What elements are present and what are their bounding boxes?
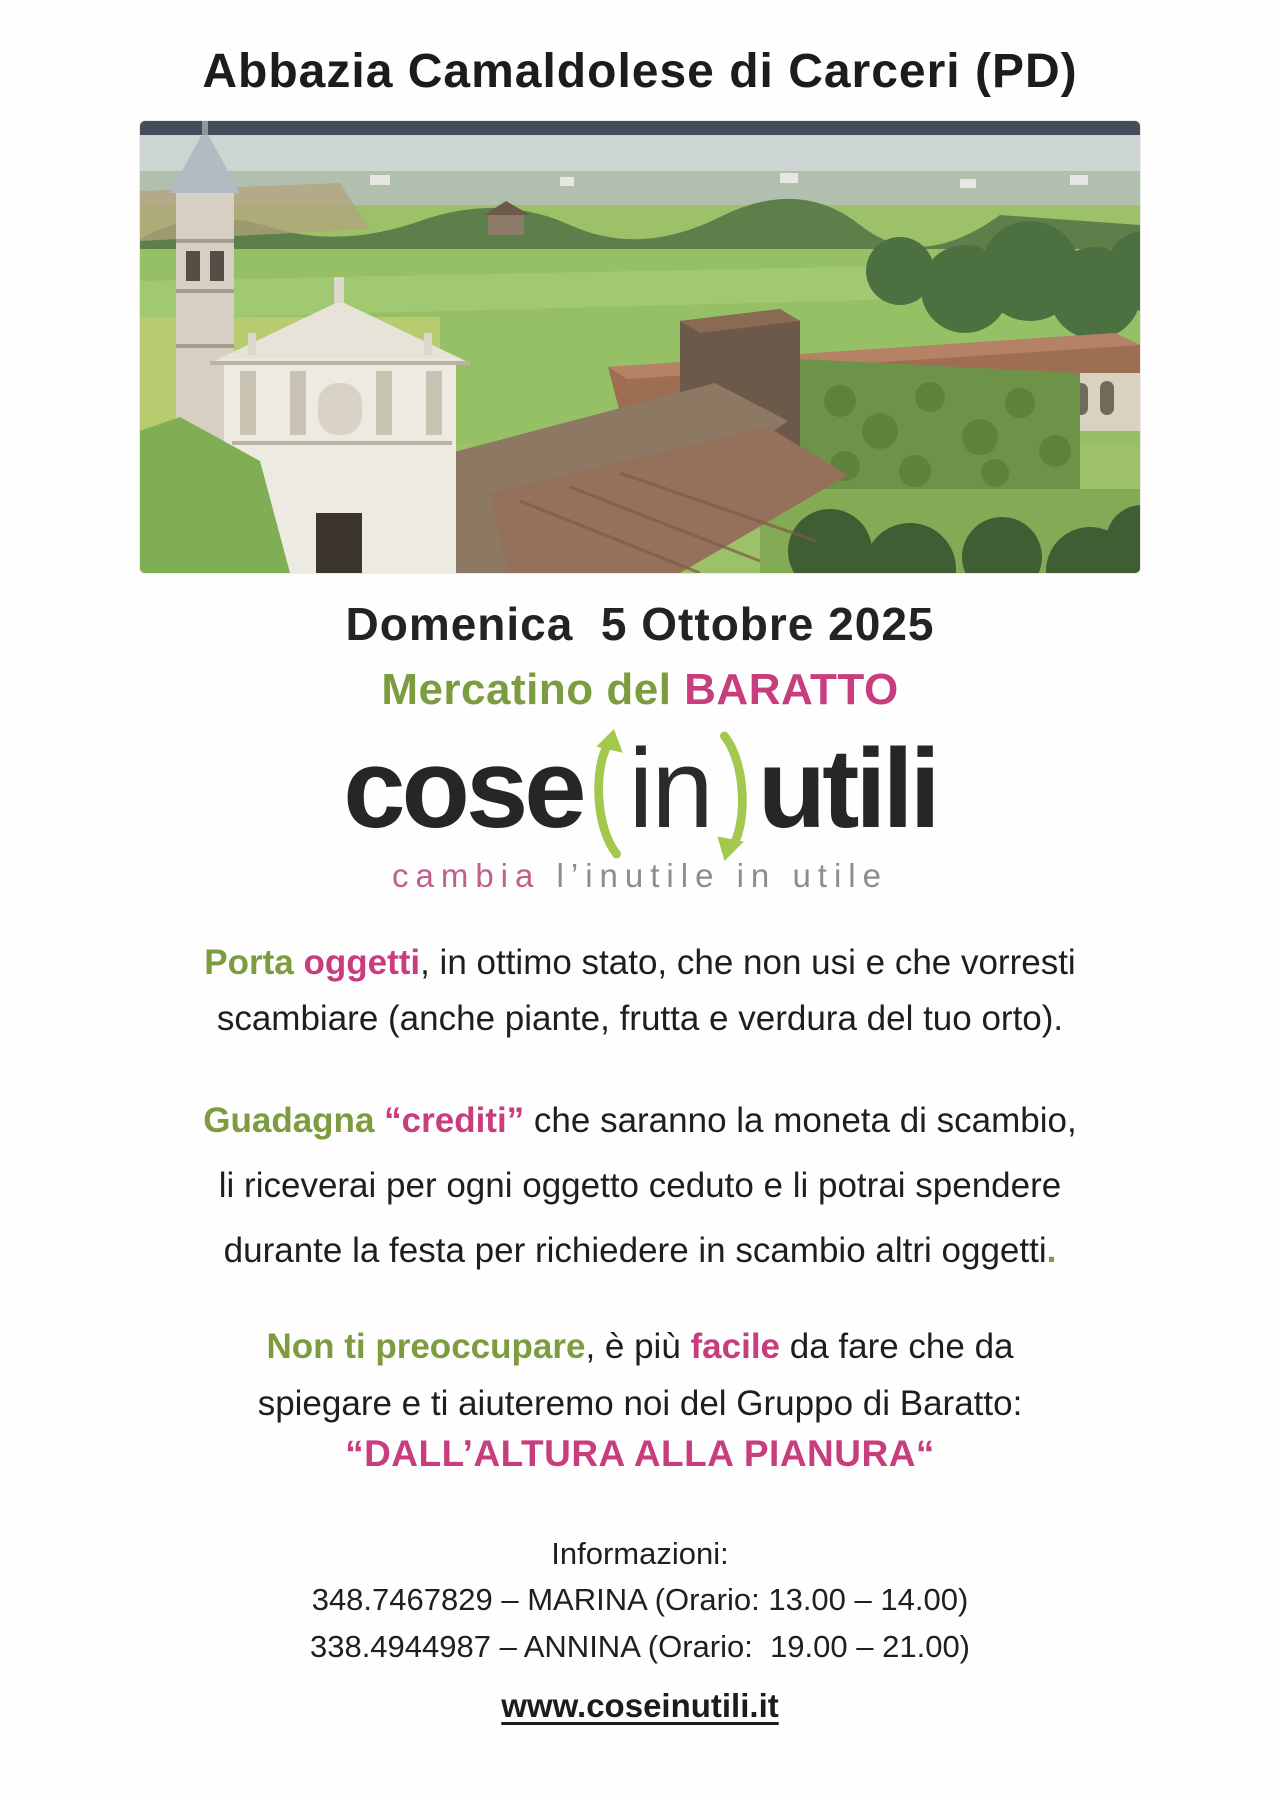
p2-lead-pink: “crediti” bbox=[384, 1101, 525, 1140]
p1-lead-green: Porta bbox=[204, 943, 304, 982]
logo-tagline bbox=[0, 857, 1280, 895]
paragraph-guadagna-crediti bbox=[90, 1089, 1190, 1283]
logo-text-in: in bbox=[628, 726, 712, 852]
logo-text-utili: utili bbox=[757, 726, 937, 852]
paragraph-non-ti-preoccupare bbox=[90, 1319, 1190, 1432]
p1-line2: scambiare (anche piante, frutta e verdura del tuo orto). bbox=[216, 999, 1064, 1038]
coseinutili-logo bbox=[0, 723, 1280, 855]
p2-green-period: . bbox=[1046, 1230, 1057, 1270]
p3-text2: da fare che da bbox=[780, 1327, 1014, 1367]
event-title bbox=[0, 665, 1280, 715]
event-date: Domenica 5 Ottobre 2025 bbox=[345, 598, 935, 650]
p1-lead-pink: oggetti bbox=[303, 943, 421, 982]
p3-facile-pink: facile bbox=[690, 1327, 781, 1367]
logo-text-cose: cose bbox=[343, 726, 583, 852]
group-slogan: “DALL’ALTURA ALLA PIANURA“ bbox=[345, 1432, 935, 1474]
p2-lead-green: Guadagna bbox=[203, 1101, 385, 1140]
page-title: Abbazia Camaldolese di Carceri (PD) bbox=[202, 45, 1078, 98]
p2-line3: durante la festa per richiedere in scambio altri oggetti bbox=[223, 1230, 1047, 1270]
abbey-photo-graphic bbox=[140, 121, 1140, 573]
p3-line2: spiegare e ti aiuteremo noi del Gruppo di Baratto: bbox=[257, 1383, 1023, 1423]
info-phone-marina: 348.7467829 – MARINA (Orario: 13.00 – 14.00) bbox=[311, 1582, 969, 1618]
info-phone-annina: 338.4944987 – ANNINA (Orario: 19.00 – 21.00) bbox=[309, 1629, 971, 1665]
p3-lead-green: Non ti preoccupare bbox=[266, 1327, 586, 1367]
event-title-green: Mercatino del bbox=[381, 665, 685, 714]
cycle-arrow-right-icon bbox=[715, 729, 755, 861]
paragraph-porta-oggetti bbox=[90, 935, 1190, 1047]
p3-text1: , è più bbox=[585, 1327, 691, 1367]
tagline-rest: l’inutile in utile bbox=[540, 857, 888, 894]
info-block bbox=[0, 1533, 1280, 1729]
p2-line2: li riceverai per ogni oggetto ceduto e li potrai spendere bbox=[218, 1165, 1062, 1205]
event-title-pink: BARATTO bbox=[684, 665, 899, 714]
website-link[interactable]: www.coseinutili.it bbox=[501, 1686, 779, 1724]
tagline-cambia: cambia bbox=[391, 857, 541, 894]
info-heading: Informazioni: bbox=[551, 1535, 729, 1571]
cycle-arrow-left-icon bbox=[586, 729, 626, 861]
p1-text: , in ottimo stato, che non usi e che vorresti bbox=[420, 943, 1076, 982]
p2-text: che saranno la moneta di scambio, bbox=[524, 1101, 1077, 1140]
abbey-aerial-photo bbox=[140, 121, 1140, 573]
